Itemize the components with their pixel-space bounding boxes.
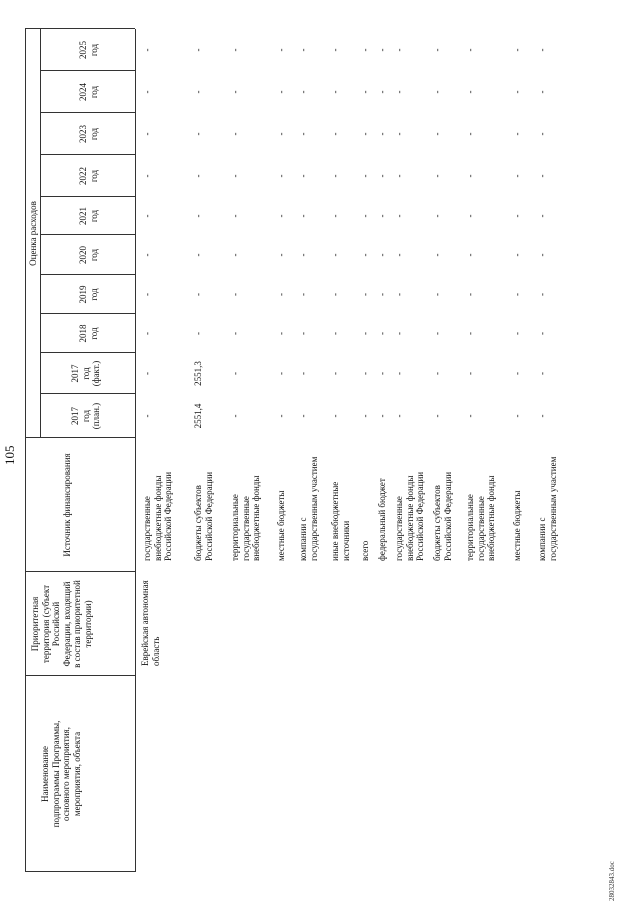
row-value: -	[512, 214, 522, 218]
row-value: -	[537, 90, 547, 94]
row-source: бюджеты субъектов Российской Федерации	[193, 471, 214, 561]
row-value: -	[537, 293, 547, 296]
row-value: -	[142, 90, 152, 94]
row-value: -	[537, 48, 547, 52]
row-value: -	[537, 174, 547, 178]
row-value: -	[330, 293, 340, 296]
row-value: -	[465, 48, 475, 52]
row-source: компании с государственным участием	[298, 456, 319, 561]
row-value: -	[142, 332, 152, 335]
col-sep-1	[25, 675, 135, 676]
row-value: -	[298, 132, 308, 136]
row-value: -	[230, 332, 240, 335]
row-value: -	[230, 214, 240, 218]
row-value: -	[394, 132, 404, 136]
row-value: -	[537, 372, 547, 375]
row-value: -	[377, 214, 387, 218]
year-header: 2018 год	[78, 324, 99, 343]
row-value: -	[330, 90, 340, 94]
row-value: -	[298, 332, 308, 335]
row-value: -	[394, 332, 404, 335]
row-value: -	[537, 214, 547, 218]
row-value: -	[142, 174, 152, 178]
row-value: -	[230, 414, 240, 418]
row-value: -	[432, 332, 442, 335]
row-source: иные внебюджетные источники	[330, 481, 351, 561]
row-value: -	[230, 293, 240, 296]
row-value: -	[330, 253, 340, 257]
row-value: -	[537, 332, 547, 335]
row-value: -	[377, 132, 387, 136]
row-value: -	[360, 48, 370, 52]
header-source: Источник финансирования	[62, 453, 72, 557]
year-header: 2022 год	[78, 167, 99, 185]
row-value: -	[512, 253, 522, 257]
row-value: -	[298, 253, 308, 257]
row-value: -	[142, 293, 152, 296]
row-value: -	[512, 293, 522, 296]
row-value: -	[276, 293, 286, 296]
row-value: -	[276, 372, 286, 375]
row-value: -	[465, 332, 475, 335]
row-source: местные бюджеты	[276, 490, 286, 561]
row-value: -	[432, 174, 442, 178]
row-value: -	[512, 90, 522, 94]
row-value: -	[360, 174, 370, 178]
row-value: 2551,3	[193, 361, 203, 386]
row-value: -	[330, 414, 340, 418]
row-value: -	[330, 332, 340, 335]
row-value: -	[276, 132, 286, 136]
row-value: -	[377, 253, 387, 257]
row-source: территориальные государственные внебюджетные фонды	[230, 475, 261, 561]
row-value: -	[276, 253, 286, 257]
row-value: -	[276, 48, 286, 52]
row-source: компании с государственным участием	[537, 456, 558, 561]
row-value: -	[276, 214, 286, 218]
row-value: -	[142, 132, 152, 136]
row-value: -	[432, 214, 442, 218]
row-value: -	[432, 132, 442, 136]
year-header: 2017 год (план.)	[70, 402, 101, 430]
row-value: -	[360, 414, 370, 418]
row-value: -	[298, 414, 308, 418]
row-value: -	[394, 90, 404, 94]
row-value: -	[276, 174, 286, 178]
row-value: -	[512, 132, 522, 136]
row-value: -	[465, 293, 475, 296]
row-value: -	[377, 332, 387, 335]
row-value: -	[142, 253, 152, 257]
row-value: -	[276, 414, 286, 418]
row-source: местные бюджеты	[512, 490, 522, 561]
row-value: -	[432, 90, 442, 94]
row-value: -	[193, 132, 203, 136]
row-value: 2551,4	[193, 403, 203, 429]
row-value: -	[298, 372, 308, 375]
row-value: -	[360, 214, 370, 218]
row-value: -	[465, 372, 475, 375]
row-value: -	[193, 293, 203, 296]
row-value: -	[193, 174, 203, 178]
row-value: -	[465, 90, 475, 94]
row-value: -	[432, 48, 442, 52]
row-value: -	[537, 414, 547, 418]
page-number: 105	[2, 445, 17, 465]
row-value: -	[394, 414, 404, 418]
row-value: -	[298, 90, 308, 94]
row-value: -	[276, 332, 286, 335]
row-source: государственные внебюджетные фонды Российской Федерации	[394, 471, 425, 561]
row-value: -	[230, 253, 240, 257]
row-value: -	[377, 48, 387, 52]
row-value: -	[360, 90, 370, 94]
row-value: -	[298, 293, 308, 296]
row-value: -	[465, 214, 475, 218]
year-header: 2025 год	[78, 41, 99, 59]
row-value: -	[512, 414, 522, 418]
header-name: Наименование подпрограммы Программы, основного мероприятия, мероприятия, объекта	[40, 720, 82, 828]
year-header: 2021 год	[78, 207, 99, 225]
row-value: -	[298, 214, 308, 218]
row-value: -	[394, 48, 404, 52]
row-value: -	[432, 414, 442, 418]
year-header: 2020 год	[78, 246, 99, 264]
table-left-border	[25, 871, 135, 872]
row-value: -	[142, 214, 152, 218]
row-value: -	[465, 174, 475, 178]
row-value: -	[330, 214, 340, 218]
row-value: -	[193, 214, 203, 218]
row-value: -	[394, 253, 404, 257]
row-value: -	[360, 293, 370, 296]
header-estimate: Оценка расходов	[28, 201, 38, 266]
row-value: -	[193, 48, 203, 52]
row-source: всего	[360, 540, 370, 561]
row-value: -	[360, 332, 370, 335]
row-value: -	[230, 174, 240, 178]
row-value: -	[512, 332, 522, 335]
row-value: -	[432, 253, 442, 257]
row-value: -	[298, 48, 308, 52]
row-value: -	[465, 132, 475, 136]
row-value: -	[330, 48, 340, 52]
row-value: -	[394, 293, 404, 296]
row-value: -	[537, 253, 547, 257]
row-value: -	[377, 174, 387, 178]
row-value: -	[193, 253, 203, 257]
doc-id: 28032843.doc	[608, 861, 616, 901]
year-header: 2023 год	[78, 125, 99, 143]
row-value: -	[377, 293, 387, 296]
row-source: федеральный бюджет	[377, 478, 387, 561]
header-territory: Приоритетная территория (субъект Российской Федерации, входящий в состав приоритетной территории)	[30, 580, 93, 668]
row-value: -	[193, 90, 203, 94]
row-value: -	[230, 132, 240, 136]
row-value: -	[230, 48, 240, 52]
row-value: -	[330, 174, 340, 178]
row-value: -	[276, 90, 286, 94]
row-value: -	[360, 372, 370, 375]
row-value: -	[432, 372, 442, 375]
row-value: -	[377, 372, 387, 375]
row-value: -	[512, 372, 522, 375]
row-value: -	[512, 174, 522, 178]
row-source: территориальные государственные внебюджетные фонды	[465, 475, 496, 561]
table-top-border	[25, 29, 26, 872]
row-value: -	[432, 293, 442, 296]
row-value: -	[377, 414, 387, 418]
row-value: -	[465, 253, 475, 257]
year-header: 2019 год	[78, 285, 99, 304]
row-value: -	[394, 174, 404, 178]
row-source: бюджеты субъектов Российской Федерации	[432, 471, 453, 561]
col-sep-2	[25, 571, 135, 572]
row-value: -	[230, 90, 240, 94]
row-value: -	[377, 90, 387, 94]
row-value: -	[512, 48, 522, 52]
year-header: 2017 год (факт.)	[70, 360, 101, 387]
row-value: -	[465, 414, 475, 418]
year-header: 2024 год	[78, 83, 99, 101]
row-value: -	[330, 372, 340, 375]
row-value: -	[230, 372, 240, 375]
row-value: -	[142, 48, 152, 52]
row-value: -	[142, 372, 152, 375]
row-value: -	[537, 132, 547, 136]
row-value: -	[360, 253, 370, 257]
row-value: -	[193, 332, 203, 335]
row-value: -	[298, 174, 308, 178]
row-value: -	[394, 214, 404, 218]
row-value: -	[330, 132, 340, 136]
territory-entry: Еврейская автономная область	[140, 580, 161, 666]
row-value: -	[360, 132, 370, 136]
header-bottom-border	[135, 29, 136, 872]
row-source: государственные внебюджетные фонды Российской Федерации	[142, 471, 173, 561]
row-value: -	[394, 372, 404, 375]
row-value: -	[142, 414, 152, 418]
